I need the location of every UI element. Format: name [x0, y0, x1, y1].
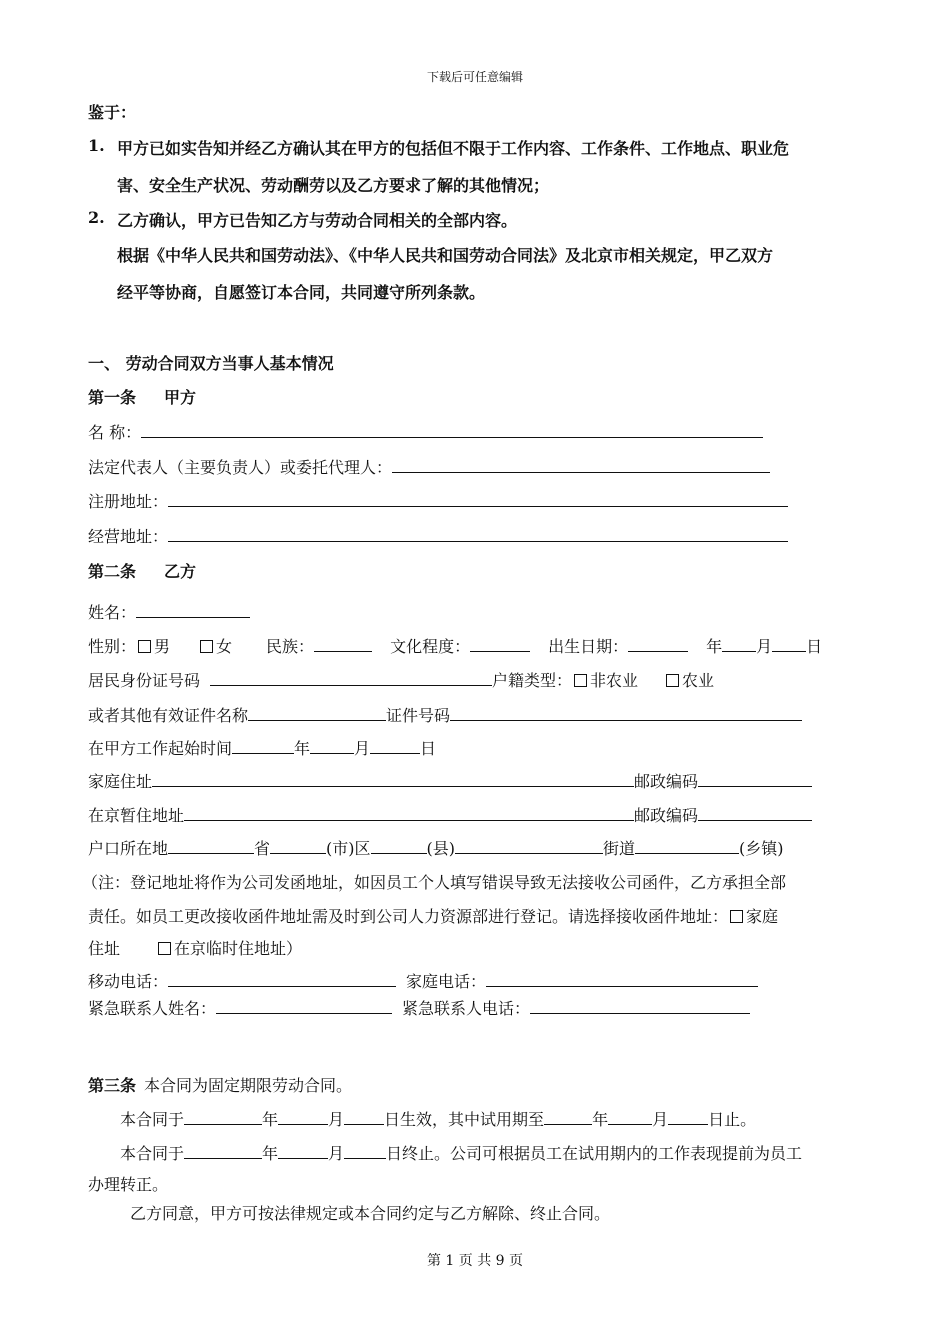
page-number: 第 1 页 共 9 页 [426, 1253, 524, 1269]
agreement-text: 乙方同意，甲方可按法律规定或本合同约定与乙方解除、终止合同。 [130, 1204, 611, 1223]
party-a-name-field[interactable] [141, 423, 763, 438]
party-a-rep-label: 法定代表人（主要负责人）或委托代理人： [88, 458, 393, 477]
start-year-unit: 年 [294, 739, 311, 758]
agri-checkbox[interactable] [666, 674, 679, 687]
emergency-name-label: 紧急联系人姓名： [88, 999, 217, 1018]
city-unit: (市)区 [326, 839, 371, 858]
basis-line2: 经平等协商，自愿签订本合同，共同遵守所列条款。 [117, 283, 486, 302]
male-checkbox[interactable] [138, 640, 151, 653]
street-field[interactable] [455, 839, 603, 854]
termination-prefix: 本合同于 [120, 1144, 185, 1163]
town-unit: (乡镇) [739, 839, 784, 858]
note-line2-row [88, 904, 778, 927]
province-unit: 省 [254, 839, 271, 858]
eff-day-field[interactable] [344, 1110, 384, 1125]
county-field[interactable] [371, 839, 427, 854]
ethnic-label: 民族： [266, 637, 315, 656]
party-a-rep-field[interactable] [392, 458, 770, 473]
birth-day-unit: 日 [806, 637, 823, 656]
effective-prefix: 本合同于 [120, 1110, 185, 1129]
hukou-place-row [88, 836, 784, 859]
probation-month-field[interactable] [608, 1110, 652, 1125]
article3-title: 第三条 [88, 1076, 137, 1095]
male-label: 男 [154, 637, 171, 656]
home-address-field[interactable] [152, 772, 634, 787]
section1-title: 一、 劳动合同双方当事人基本情况 [88, 354, 334, 373]
home-address-label: 家庭住址 [88, 772, 153, 791]
hukou-label: 户籍类型： [492, 671, 573, 690]
emergency-phone-label: 紧急联系人电话： [402, 999, 531, 1018]
party-b-name-label: 姓名： [88, 603, 137, 622]
note-line1: （注：登记地址将作为公司发函地址，如因员工个人填写错误导致无法接收公司函件，乙方承担全部 [82, 873, 787, 892]
county-unit: (县) [426, 839, 456, 858]
cert-no-label: 证件号码 [386, 706, 451, 725]
female-checkbox[interactable] [200, 640, 213, 653]
mail-home-checkbox[interactable] [730, 910, 743, 923]
eff-year-field[interactable] [184, 1110, 262, 1125]
probation-month-unit: 月 [652, 1110, 669, 1129]
bj-address-field[interactable] [184, 806, 634, 821]
header-note: 下载后可任意编辑 [426, 70, 523, 84]
eff-month-field[interactable] [278, 1110, 328, 1125]
eff-year-unit: 年 [262, 1110, 279, 1129]
other-cert-field[interactable] [248, 706, 386, 721]
birth-year-unit: 年 [706, 637, 723, 656]
home-phone-field[interactable] [486, 972, 758, 987]
education-label: 文化程度： [390, 637, 471, 656]
term-month-field[interactable] [278, 1144, 328, 1159]
id-row [88, 668, 714, 691]
article3-text: 本合同为固定期限劳动合同。 [144, 1076, 353, 1095]
basis-line1: 根据《中华人民共和国劳动法》、《中华人民共和国劳动合同法》及北京市相关规定，甲乙双方 [117, 246, 774, 265]
effective-row [120, 1107, 756, 1130]
emergency-name-field[interactable] [216, 999, 392, 1014]
probation-year-field[interactable] [544, 1110, 592, 1125]
start-day-unit: 日 [420, 739, 437, 758]
birth-month-unit: 月 [756, 637, 773, 656]
home-address-row [88, 769, 812, 792]
female-label: 女 [216, 637, 233, 656]
item1-number: 1. [88, 136, 105, 155]
note-line2: 责任。如员工更改接收函件地址需及时到公司人力资源部进行登记。请选择接收函件地址： [88, 907, 729, 926]
termination-row [120, 1141, 802, 1164]
gender-row [88, 634, 822, 657]
mail-bj-label: 在京临时住地址） [174, 939, 303, 958]
bj-postcode-label: 邮政编码 [634, 806, 699, 825]
party-b-name-row [88, 600, 250, 623]
non-agri-checkbox[interactable] [574, 674, 587, 687]
education-field[interactable] [470, 637, 530, 652]
probation-day-field[interactable] [668, 1110, 708, 1125]
party-a-reg-addr-label: 注册地址： [88, 492, 169, 511]
street-unit: 街道 [603, 839, 636, 858]
hukou-place-label: 户口所在地 [88, 839, 169, 858]
note-line3-row [88, 936, 302, 959]
term-year-field[interactable] [184, 1144, 262, 1159]
term-day-field[interactable] [344, 1144, 386, 1159]
home-postcode-label: 邮政编码 [634, 772, 699, 791]
mobile-label: 移动电话： [88, 972, 169, 991]
province-field[interactable] [168, 839, 254, 854]
item2-number: 2. [88, 208, 105, 227]
eff-month-unit: 月 [328, 1110, 345, 1129]
term-year-unit: 年 [262, 1144, 279, 1163]
id-field[interactable] [210, 671, 492, 686]
mail-home-label-a: 家庭 [746, 907, 779, 926]
article3-row [88, 1073, 352, 1096]
home-postcode-field[interactable] [698, 772, 812, 787]
party-a-op-addr-row [88, 524, 788, 547]
emergency-row [88, 996, 750, 1019]
start-month-field[interactable] [310, 739, 354, 754]
article1-title: 第一条 甲方 [88, 388, 197, 407]
item1-line2: 害、安全生产状况、劳动酬劳以及乙方要求了解的其他情况； [117, 176, 550, 195]
cert-no-field[interactable] [450, 706, 802, 721]
id-label: 居民身份证号码 [88, 671, 201, 690]
start-day-field[interactable] [370, 739, 420, 754]
start-date-row [88, 736, 436, 759]
other-cert-row [88, 703, 802, 726]
phone-row [88, 969, 758, 992]
start-year-field[interactable] [232, 739, 294, 754]
mail-bj-checkbox[interactable] [158, 942, 171, 955]
party-b-name-field[interactable] [136, 603, 250, 618]
party-a-rep-row [88, 455, 770, 478]
bj-postcode-field[interactable] [698, 806, 812, 821]
town-field[interactable] [635, 839, 739, 854]
effective-mid: 日生效，其中试用期至 [384, 1110, 545, 1129]
term-month-unit: 月 [328, 1144, 345, 1163]
birth-year-field[interactable] [628, 637, 688, 652]
emergency-phone-field[interactable] [530, 999, 750, 1014]
other-cert-label: 或者其他有效证件名称 [88, 706, 249, 725]
birth-label: 出生日期： [548, 637, 629, 656]
termination-mid: 日终止。公司可根据员工在试用期内的工作表现提前为员工 [386, 1144, 803, 1163]
effective-end: 日止。 [708, 1110, 757, 1129]
home-phone-label: 家庭电话： [406, 972, 487, 991]
preamble-heading: 鉴于： [88, 103, 137, 122]
party-a-name-label: 名 称： [88, 423, 142, 442]
party-a-name-row [88, 420, 763, 443]
item2-line1: 乙方确认，甲方已告知乙方与劳动合同相关的全部内容。 [117, 211, 518, 230]
item1-line1: 甲方已如实告知并经乙方确认其在甲方的包括但不限于工作内容、工作条件、工作地点、职业危 [117, 139, 790, 158]
agri-label: 农业 [682, 671, 715, 690]
bj-address-row [88, 803, 812, 826]
non-agri-label: 非农业 [590, 671, 639, 690]
party-a-reg-addr-row [88, 489, 788, 512]
gender-label: 性别： [88, 637, 137, 656]
ethnic-field[interactable] [314, 637, 372, 652]
mobile-field[interactable] [168, 972, 396, 987]
city-field[interactable] [270, 839, 326, 854]
birth-day-field[interactable] [772, 637, 806, 652]
birth-month-field[interactable] [722, 637, 756, 652]
termination-line2: 办理转正。 [88, 1175, 169, 1194]
party-a-op-addr-label: 经营地址： [88, 527, 169, 546]
party-a-op-addr-field[interactable] [168, 527, 788, 542]
probation-year-unit: 年 [592, 1110, 609, 1129]
start-date-label: 在甲方工作起始时间 [88, 739, 233, 758]
start-month-unit: 月 [354, 739, 371, 758]
mail-home-label-b: 住址 [88, 939, 121, 958]
bj-address-label: 在京暂住地址 [88, 806, 185, 825]
article2-title: 第二条 乙方 [88, 562, 197, 581]
party-a-reg-addr-field[interactable] [168, 492, 788, 507]
